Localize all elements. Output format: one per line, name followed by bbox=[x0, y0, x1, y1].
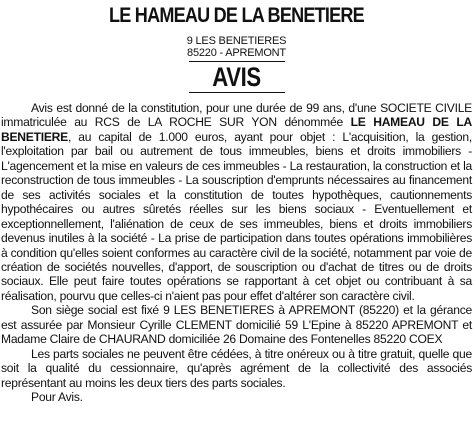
company-name-bold: LE HAMEAU DE LA BENETIERE bbox=[1, 115, 472, 144]
address-line-1: 9 LES BENETIERES bbox=[186, 35, 287, 47]
address-line-2: 85220 - APREMONT bbox=[187, 47, 286, 59]
paragraph-shares: Les parts sociales ne peuvent être cédées, à titre onéreux ou à titre gratuit, quelle que soit la qualité du cessionnaire, qu'après agrément de la collectivité des associés représentant au moins les deux tiers des parts sociales. bbox=[1, 346, 472, 390]
notice-heading: AVIS bbox=[212, 62, 261, 92]
paragraph-constitution-start: Avis est donné de la constitution, pour une durée de 99 ans, d'une SOCIETE CIVILE immatriculée au RCS de LA ROCHE SUR YON dénommée bbox=[1, 101, 472, 130]
paragraph-registered-office: Son siège social est fixé 9 LES BENETIERES à APREMONT (85220) et la gérance est assurée par Monsieur Cyrille CLEMENT domicilié 59 L'Epine à 85220 APREMONT et Madame Claire de CHAURAND domiciliée 26 Domaine des Fontenelles 85220 COEX bbox=[1, 303, 472, 347]
company-title: LE HAMEAU DE LA BENETIERE bbox=[109, 4, 364, 27]
company-address bbox=[1, 35, 472, 59]
paragraph-constitution bbox=[1, 101, 472, 303]
divider-bottom bbox=[189, 92, 285, 93]
paragraph-closing: Pour Avis. bbox=[31, 390, 83, 405]
paragraph-constitution-object: , au capital de 1.000 euros, ayant pour objet : L'acquisition, la gestion, l'exploitation par bail ou autrement de tous immeubles, biens et droits immobiliers - L'agencement et la mise en valeurs de ces immeubles - La restauration, la construction et la reconstruction de tous immeubles - La souscription d'emprunts nécessaires au financement de ses activités sociales et la constitution de toutes hypothèques, cautionnements hypothécaires ou autres sûretés réelles sur les biens sociaux - Eventuellement et exceptionnellement, l'aliénation de ceux de ses immeubles, biens et droits immobiliers devenus inutiles à la société - La prise de participation dans toutes opérations immobilières à condition qu'elles soient conformes au caractère civil de la société, notamment par voie de création de sociétés nouvelles, d'apport, de souscription ou d'achat de titres ou de droits sociaux. Elle peut faire toutes opérations se rapportant à cet objet ou contribuant à sa réalisation, pourvu que celles-ci n'aient pas pour effet d'altérer son caractère civil. bbox=[1, 129, 472, 303]
notice-body bbox=[1, 101, 472, 405]
